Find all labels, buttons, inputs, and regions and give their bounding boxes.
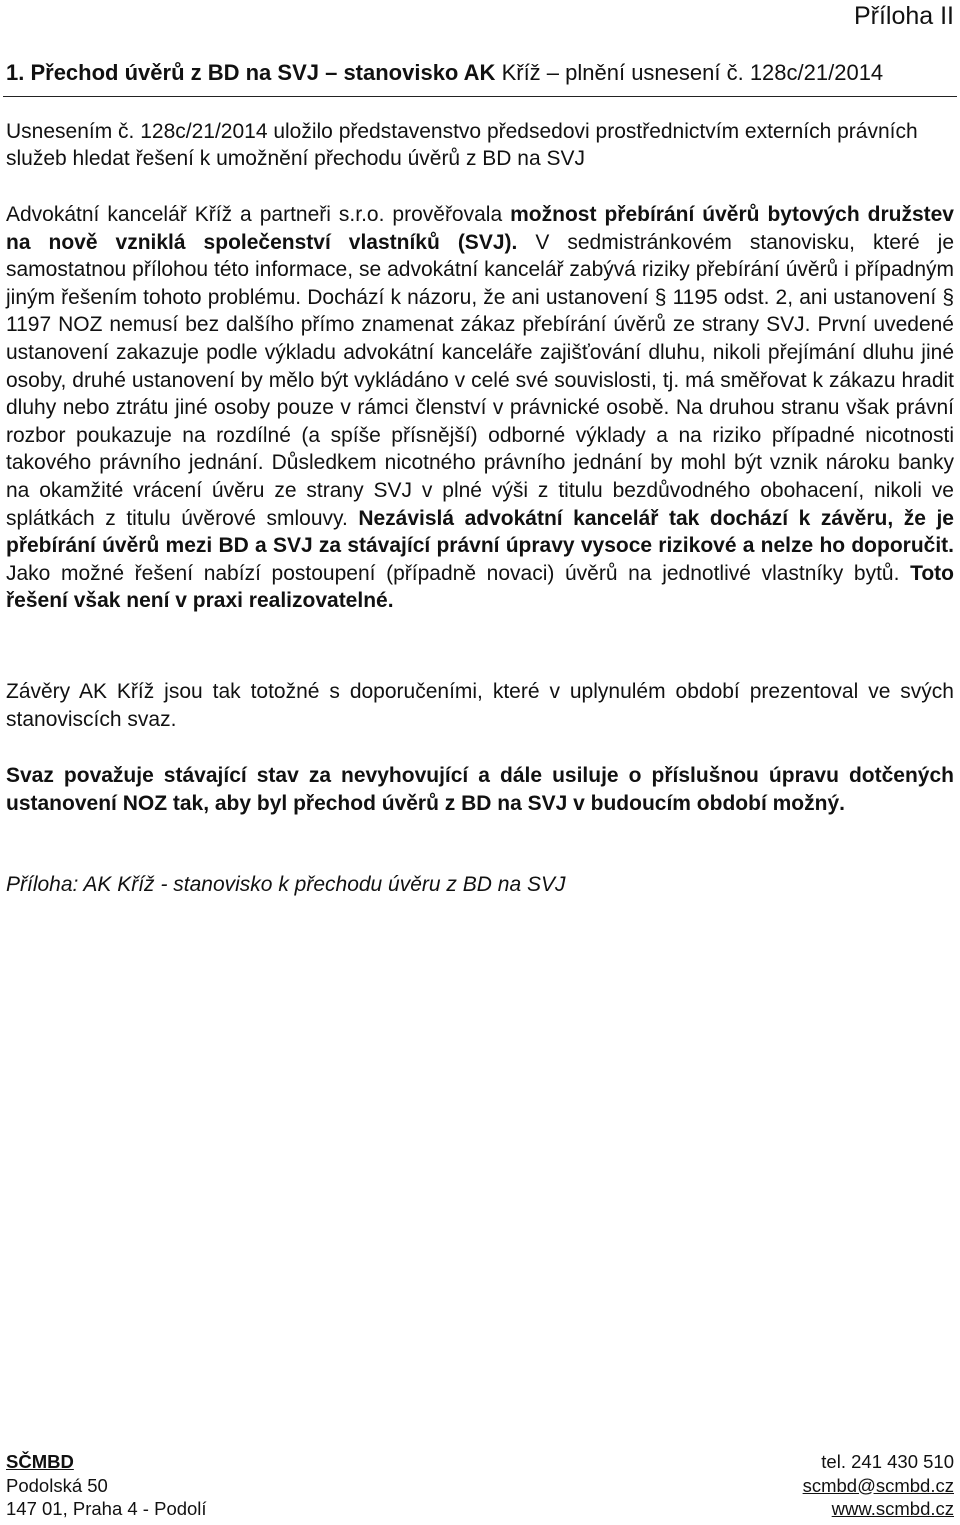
assessment-body: V sedmistránkovém stanovisku, které je samostatnou přílohou této informace, se advokátní kancelář zabývá riziky přebírání úvěrů i případným jiným řešením tohoto problému. Dochází k názoru, že ani ustanovení § 1195 odst. 2, ani ustanovení § 1197 NOZ nemusí bez dalšího přímo znamenat zákaz přebírání úvěrů ze strany SVJ. První uvedené ustanovení zakazuje podle výkladu advokátní kanceláře zajišťování dluhu, nikoli přejímání dluhu jiné osoby, druhé ustanovení by mělo být vykládáno v celé své souvislosti, tj. má směřovat k zákazu hradit dluhy nebo ztrátu jiné osoby pouze v rámci členství v právnické osobě. Na druhou stranu však právní rozbor poukazuje na rozdílné (a spíše přísnější) odborné výklady a na riziko případné nicotnosti takového právního jednání. Důsledkem nicotného právního jednání by mohl být vznik nároku banky na okamžité vrácení úvěru ze strany SVJ v plné výši z titulu bezdůvodného obohacení, nikoli ve splátkách z titulu úvěrové smlouvy.: [6, 230, 954, 530]
title-divider: [3, 96, 957, 97]
footer-phone: tel. 241 430 510: [821, 1451, 954, 1472]
attachment-note: Příloha: AK Kříž - stanovisko k přechodu úvěru z BD na SVJ: [6, 873, 566, 896]
footer-street: Podolská 50: [6, 1474, 108, 1496]
assessment-conclusion: Nezávislá advokátní kancelář tak dochází k závěru, že je přebírání úvěrů mezi BD a SVJ za stávající právní úpravy vysoce rizikové a nelze ho doporučit.: [6, 506, 954, 558]
footer-org: SČMBD: [6, 1451, 74, 1472]
assessment-final: Toto řešení však není v praxi realizovatelné.: [6, 561, 954, 613]
section-title-rest: Kříž – plnění usnesení č. 128c/21/2014: [495, 60, 884, 85]
footer-email-link[interactable]: scmbd@scmbd.cz: [802, 1474, 954, 1496]
annex-label: Příloha II: [853, 2, 954, 30]
section-title-bold: 1. Přechod úvěrů z BD na SVJ – stanovisko AK: [6, 60, 496, 85]
assessment-alternative: Jako možné řešení nabízí postoupení (případně novaci) úvěrů na jednotlivé vlastníky bytů.: [6, 561, 911, 585]
footer-contact: [803, 1450, 954, 1521]
paragraph-conclusions: Závěry AK Kříž jsou tak totožné s doporučeními, které v uplynulém období prezentoval ve svých stanoviscích svaz.: [6, 680, 954, 731]
footer-web-link[interactable]: www.scmbd.cz: [831, 1498, 954, 1519]
footer-address: [6, 1450, 207, 1521]
paragraph-resolution: Usnesením č. 128c/21/2014 uložilo představenstvo předsedovi prostřednictvím externích právních služeb hledat řešení k umožnění přechodu úvěrů z BD na SVJ: [6, 120, 918, 170]
section-title: [6, 60, 954, 86]
paragraph-union-position: Svaz považuje stávající stav za nevyhovující a dále usiluje o příslušnou úpravu dotčených ustanovení NOZ tak, aby byl přechod úvěrů z BD na SVJ v budoucím období možný.: [6, 764, 954, 815]
assessment-topic: možnost přebírání úvěrů bytových družstev na nově vzniklá společenství vlastníků (SVJ).: [6, 203, 954, 254]
paragraph-assessment: [6, 201, 954, 615]
footer-city: 147 01, Praha 4 - Podolí: [6, 1498, 207, 1519]
assessment-intro: Advokátní kancelář Kříž a partneři s.r.o. prověřovala: [6, 203, 511, 226]
